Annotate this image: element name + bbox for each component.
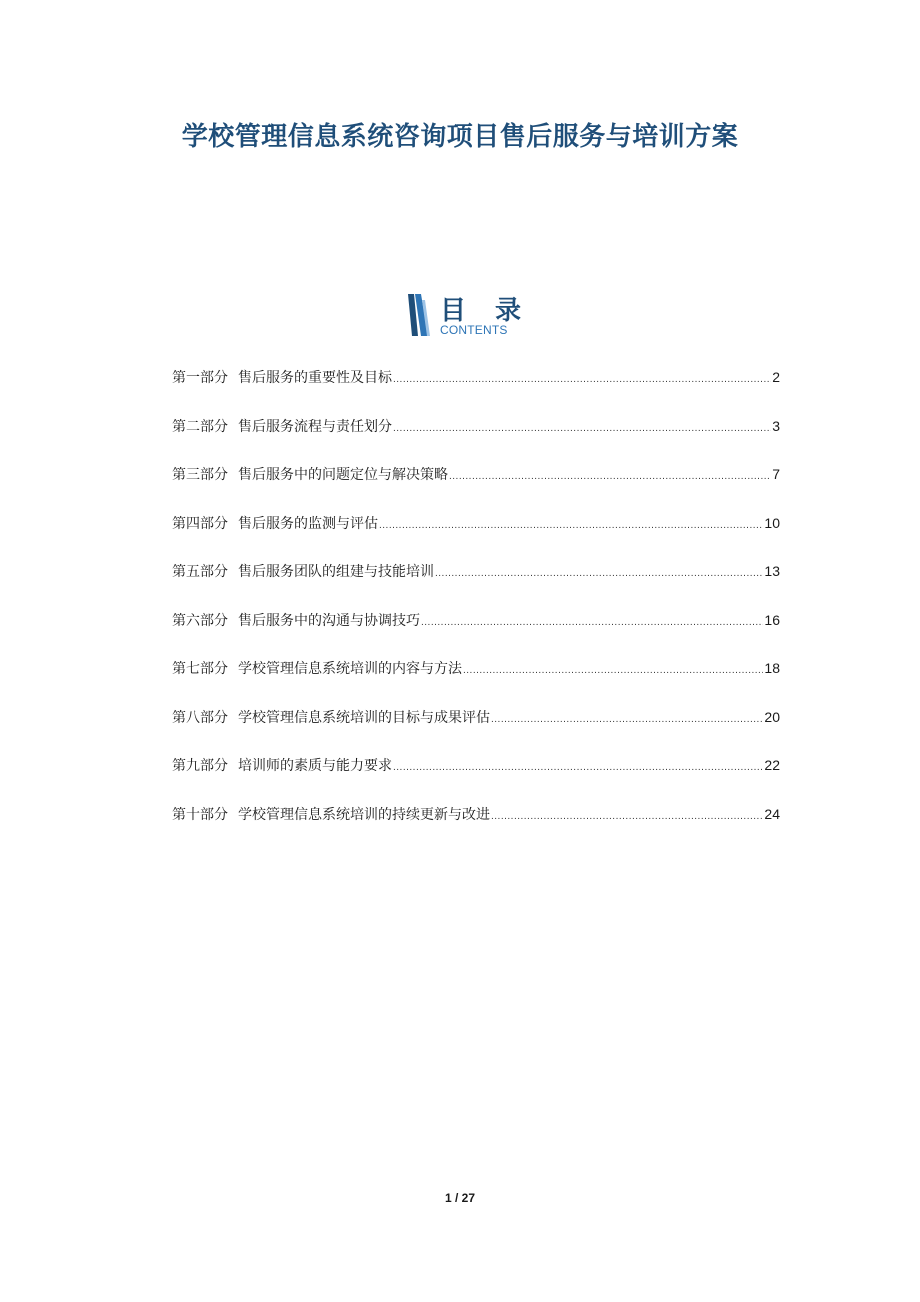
toc-dot-leader	[463, 661, 763, 681]
toc-entry-part: 第二部分	[172, 418, 228, 435]
toc-dot-leader	[393, 370, 771, 390]
toc-entry[interactable]	[172, 804, 780, 853]
toc-dot-leader	[421, 613, 763, 633]
toc-entry-page: 10	[764, 514, 780, 531]
document-title: 学校管理信息系统咨询项目售后服务与培训方案	[181, 122, 739, 152]
toc-entry-title: 售后服务的重要性及目标	[238, 370, 392, 386]
toc-dot-leader	[449, 467, 771, 487]
toc-entry-title: 售后服务中的问题定位与解决策略	[238, 467, 448, 483]
toc-dot-leader	[393, 758, 763, 778]
toc-entry-page: 13	[764, 563, 780, 579]
toc-entry-page: 16	[764, 611, 780, 628]
toc-entry[interactable]	[172, 755, 780, 804]
toc-dot-leader	[379, 516, 763, 536]
toc-dot-leader	[491, 710, 763, 730]
toc-entry-page: 2	[772, 369, 780, 385]
toc-header	[408, 292, 538, 340]
toc-subheading: CONTENTS	[440, 323, 508, 337]
toc-list	[172, 367, 780, 852]
toc-entry-part: 第三部分	[172, 467, 228, 483]
page-number: 1 / 27	[444, 1191, 476, 1205]
toc-entry-part: 第五部分	[172, 564, 228, 580]
toc-entry-page: 22	[764, 757, 780, 773]
toc-dot-leader	[393, 419, 771, 439]
toc-dot-leader	[435, 564, 763, 584]
toc-entry-page: 7	[772, 466, 780, 482]
toc-entry-part: 第一部分	[172, 370, 228, 386]
toc-entry-title: 学校管理信息系统培训的内容与方法	[238, 661, 462, 677]
toc-entry[interactable]	[172, 610, 780, 659]
toc-entry-page: 20	[764, 708, 780, 725]
toc-entry-page: 18	[764, 660, 780, 676]
toc-entry[interactable]	[172, 658, 780, 707]
toc-entry[interactable]	[172, 416, 780, 465]
toc-entry[interactable]	[172, 561, 780, 610]
toc-entry[interactable]	[172, 367, 780, 416]
toc-heading: 目 录	[440, 296, 532, 326]
toc-entry-part: 第九部分	[172, 758, 228, 774]
toc-entry-title: 售后服务的监测与评估	[238, 515, 378, 532]
toc-entry-part: 第四部分	[172, 515, 228, 532]
toc-dot-leader	[491, 807, 763, 827]
toc-entry[interactable]	[172, 707, 780, 756]
toc-entry-title: 售后服务流程与责任划分	[238, 418, 392, 435]
toc-entry-part: 第八部分	[172, 709, 228, 726]
toc-entry-part: 第七部分	[172, 661, 228, 677]
toc-entry-title: 学校管理信息系统培训的目标与成果评估	[238, 709, 490, 726]
toc-entry[interactable]	[172, 464, 780, 513]
toc-entry[interactable]	[172, 513, 780, 562]
toc-entry-title: 学校管理信息系统培训的持续更新与改进	[238, 806, 490, 823]
toc-entry-part: 第六部分	[172, 612, 228, 629]
toc-entry-title: 售后服务中的沟通与协调技巧	[238, 612, 420, 629]
toc-entry-title: 培训师的素质与能力要求	[238, 758, 392, 774]
toc-entry-page: 3	[772, 417, 780, 434]
toc-entry-part: 第十部分	[172, 806, 228, 823]
toc-entry-title: 售后服务团队的组建与技能培训	[238, 564, 434, 580]
toc-entry-page: 24	[764, 805, 780, 822]
book-spine-icon	[408, 294, 430, 336]
